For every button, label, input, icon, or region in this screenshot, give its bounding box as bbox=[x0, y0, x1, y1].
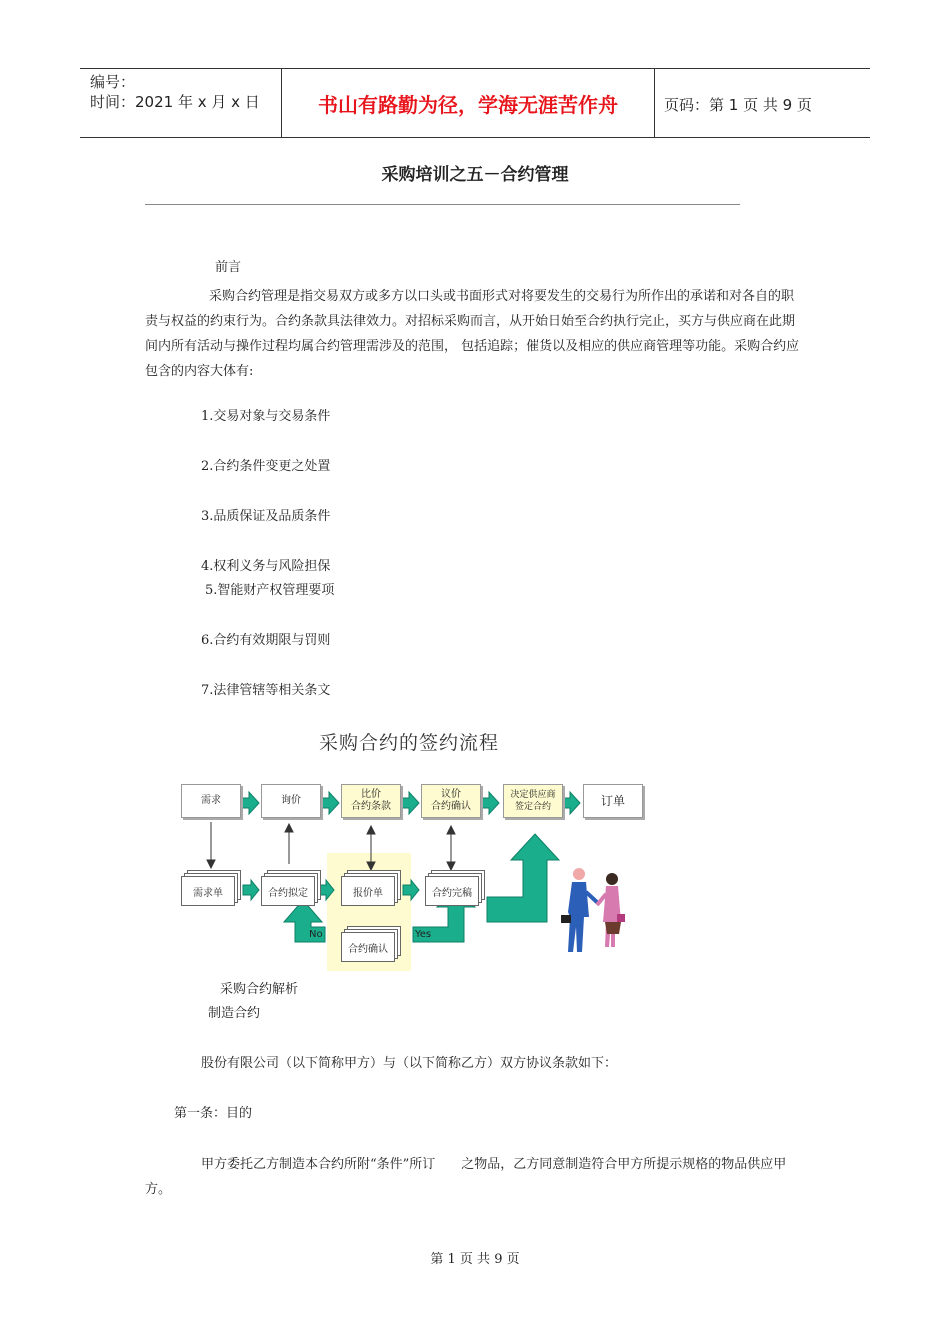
flow-box-decide bbox=[503, 784, 563, 818]
title-divider bbox=[145, 204, 740, 205]
arrow-up-large bbox=[487, 834, 559, 922]
arrow-right-2 bbox=[319, 792, 339, 814]
diagram-arrows bbox=[175, 722, 650, 974]
flow-box-label: 询价 bbox=[281, 795, 301, 806]
list-item: 3.品质保证及品质条件 bbox=[201, 509, 331, 524]
page-header bbox=[80, 68, 870, 138]
doc-label: 需求单 bbox=[193, 887, 223, 899]
preface-heading: 前言 bbox=[215, 260, 242, 275]
flow-box-compare bbox=[341, 784, 401, 818]
flow-box-label: 议价 合约确认 bbox=[431, 789, 471, 812]
header-meta bbox=[80, 69, 282, 137]
doc-label: 报价单 bbox=[353, 887, 383, 899]
flow-box-demand bbox=[181, 784, 241, 818]
list-item: 1.交易对象与交易条件 bbox=[201, 409, 331, 424]
doc-final-draft bbox=[425, 876, 479, 906]
signing-flow-diagram bbox=[175, 722, 650, 974]
handshake-figure bbox=[561, 868, 625, 952]
section-analysis: 采购合约解析 bbox=[220, 982, 299, 997]
list-item: 5.智能财产权管理要项 bbox=[205, 583, 335, 598]
article1-paragraph bbox=[145, 1152, 805, 1202]
list-item: 7.法律管辖等相关条文 bbox=[201, 683, 331, 698]
number-label: 编号： bbox=[90, 73, 136, 91]
no-label: No bbox=[309, 929, 323, 940]
article1-text: 甲方委托乙方制造本合约所附“条件”所订 之物品，乙方同意制造符合甲方所提示规格的物品供应甲方。 bbox=[145, 1157, 787, 1197]
doc-confirm bbox=[341, 932, 395, 962]
flow-box-order bbox=[583, 784, 643, 818]
list-item: 4.权利义务与风险担保 bbox=[201, 559, 331, 574]
arrow-doc-1 bbox=[243, 880, 259, 900]
flow-box-label: 决定供应商 签定合约 bbox=[510, 790, 556, 812]
arrow-right-3 bbox=[399, 792, 419, 814]
flow-box-label: 订单 bbox=[600, 794, 625, 808]
header-page-info: 页码：第 1 页 共 9 页 bbox=[664, 96, 812, 114]
arrow-doc-2 bbox=[318, 880, 334, 900]
document-title: 采购培训之五－合约管理 bbox=[381, 165, 569, 185]
doc-quote-sheet bbox=[341, 876, 395, 906]
doc-demand-sheet bbox=[181, 876, 235, 906]
yes-label: Yes bbox=[415, 929, 432, 940]
doc-label: 合约确认 bbox=[348, 943, 388, 955]
header-motto: 书山有路勤为径，学海无涯苦作舟 bbox=[282, 69, 655, 137]
arrow-right-1 bbox=[239, 792, 259, 814]
flow-box-label: 比价 合约条款 bbox=[351, 789, 391, 812]
doc-label: 合约完稿 bbox=[432, 887, 472, 899]
preface-paragraph bbox=[145, 284, 805, 384]
arrow-right-5 bbox=[560, 792, 580, 814]
doc-draft bbox=[261, 876, 315, 906]
parties-line: 股份有限公司（以下简称甲方）与（以下简称乙方）双方协议条款如下： bbox=[201, 1056, 618, 1071]
section-make-contract: 制造合约 bbox=[208, 1006, 261, 1021]
list-item: 6.合约有效期限与罚则 bbox=[201, 633, 331, 648]
arrow-doc-3 bbox=[403, 880, 419, 900]
flow-box-negotiate bbox=[421, 784, 481, 818]
time-line: 时间：2021 年 x 月 x 日 bbox=[90, 93, 260, 111]
arrow-right-4 bbox=[479, 792, 499, 814]
flow-box-label: 需求 bbox=[201, 795, 221, 806]
flow-box-inquiry bbox=[261, 784, 321, 818]
list-item: 2.合约条件变更之处置 bbox=[201, 459, 331, 474]
doc-label: 合约拟定 bbox=[268, 887, 308, 899]
page-footer: 第 1 页 共 9 页 bbox=[430, 1252, 520, 1267]
article1-title: 第一条：目的 bbox=[174, 1106, 253, 1121]
preface-text: 采购合约管理是指交易双方或多方以口头或书面形式对将要发生的交易行为所作出的承诺和对各自的职责与权益的约束行为。合约条款具法律效力。对招标采购而言，从开始日始至合约执行完止，买方与供应商在此期间内所有活动与操作过程均属合约管理需涉及的范围， 包括追踪；催货以及相应的供应商管理等功能。采购合约应包含的内容大体有: bbox=[145, 289, 800, 379]
diagram-title: 采购合约的签约流程 bbox=[319, 732, 500, 754]
